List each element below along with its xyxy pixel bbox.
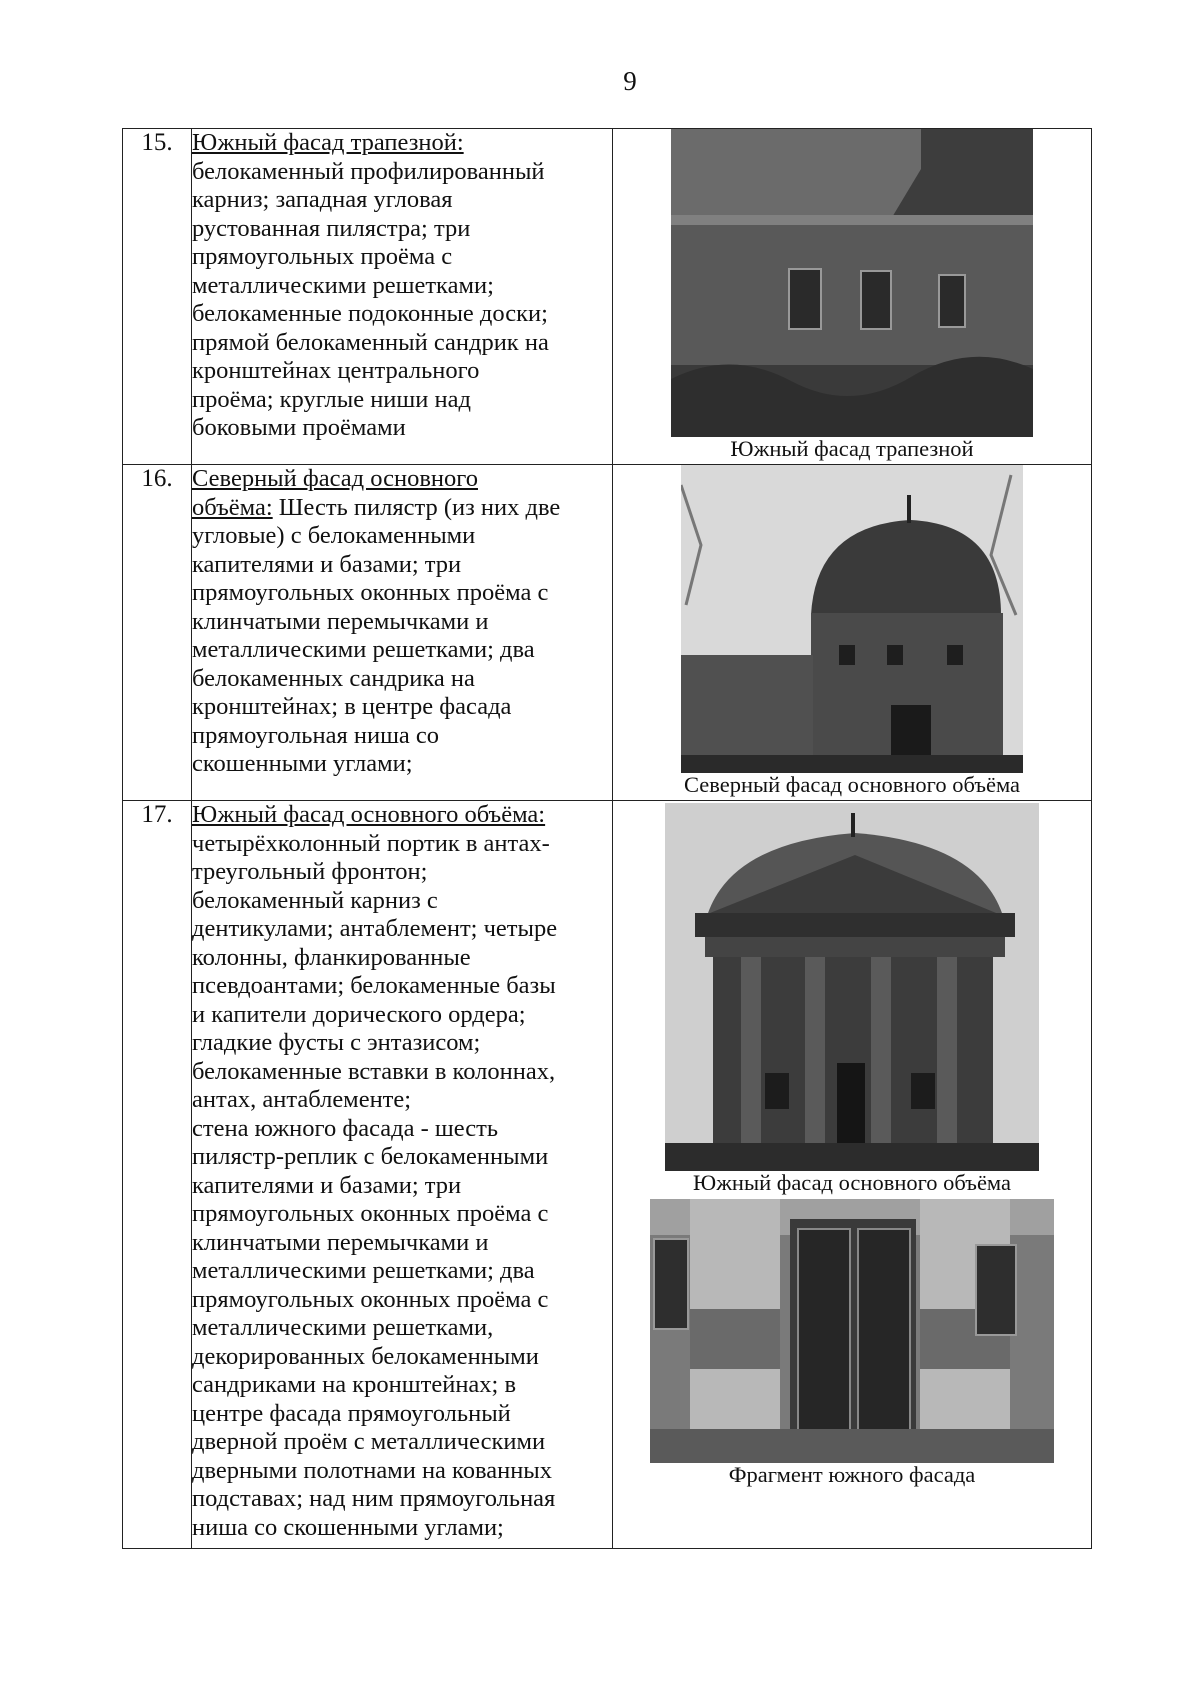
row-description [192, 801, 613, 1549]
description-line: прямоугольных проёма с [192, 243, 453, 270]
description-line: клинчатыми перемычками и [192, 1228, 489, 1256]
description-line: угловые) с белокаменными [192, 522, 476, 549]
description-line: псевдоантами; белокаменные базы [192, 972, 556, 999]
description-line: гладкие фусты с энтазисом; [192, 1029, 481, 1056]
description-line: карниз; западная угловая [192, 186, 453, 213]
description-line: белокаменных сандрика на [192, 664, 475, 692]
description-line: металлическими решетками; [192, 271, 494, 299]
refectory-south-facade-photo [671, 129, 1033, 437]
description-line: проёма; круглые ниши над [192, 385, 471, 413]
description-heading: Южный фасад трапезной: [192, 129, 464, 156]
photo-caption: Южный фасад основного объёма [692, 1170, 1012, 1195]
description-line: прямоугольная ниша со [192, 721, 440, 749]
description-line: прямоугольных оконных проёма с [192, 1200, 549, 1227]
description-line: прямоугольных оконных проёма с [192, 579, 549, 606]
description-line [192, 494, 612, 523]
page-number: 9 [623, 66, 637, 96]
photo-caption: Северный фасад основного объёма [683, 772, 1021, 797]
description-line: четырёхколонный портик в антах- [192, 829, 550, 857]
description-line: скошенными углами; [192, 750, 413, 777]
table-row [123, 129, 1092, 465]
description-line: колонны, фланкированные [192, 943, 471, 971]
description-line: белокаменные вставки в колоннах, [192, 1057, 556, 1085]
description-line: кронштейнах центрального [192, 357, 480, 384]
row-images [613, 465, 1092, 801]
description-line: рустованная пилястра; три [192, 214, 471, 242]
description-line: металлическими решетками; два [192, 636, 535, 663]
description-line: дентикулами; антаблемент; четыре [192, 915, 558, 942]
row-images [613, 801, 1092, 1549]
description-line: стена южного фасада - шесть [192, 1114, 499, 1142]
description-line: декорированных белокаменными [192, 1342, 539, 1370]
description-text: Шесть пилястр (из них две [272, 493, 561, 521]
description-heading-cont: объёма: [192, 493, 273, 521]
description-line: ниша со скошенными углами; [192, 1513, 504, 1541]
row-number: 16. [123, 465, 192, 801]
description-line: центре фасада прямоугольный [192, 1399, 511, 1427]
row-description [192, 129, 613, 465]
main-volume-north-facade-photo [681, 465, 1023, 773]
description-line: сандриками на кронштейнах; в [192, 1371, 517, 1398]
row-images [613, 129, 1092, 465]
description-line: белокаменный профилированный [192, 157, 545, 185]
description-line: и капители дорического ордера; [192, 1000, 526, 1028]
photo-caption: Фрагмент южного фасада [728, 1462, 976, 1487]
description-heading: Южный фасад основного объёма: [192, 801, 546, 828]
description-line: капителями и базами; три [192, 550, 462, 578]
description-line: прямоугольных оконных проёма с [192, 1285, 549, 1313]
description-line: капителями и базами; три [192, 1171, 462, 1199]
description-line: металлическими решетками, [192, 1314, 494, 1341]
description-line: дверной проём с металлическими [192, 1428, 546, 1455]
row-number: 17. [123, 801, 192, 1549]
description-line: белокаменные подоконные доски; [192, 300, 548, 327]
description-heading: Северный фасад основного [192, 465, 478, 492]
description-line: треугольный фронтон; [192, 858, 428, 885]
south-facade-fragment-photo [650, 1199, 1054, 1463]
description-line: металлическими решетками; два [192, 1257, 535, 1284]
description-line: пилястр-реплик с белокаменными [192, 1143, 549, 1170]
main-volume-south-facade-photo [665, 803, 1039, 1171]
description-line: прямой белокаменный сандрик на [192, 328, 549, 356]
photo-caption: Южный фасад трапезной [730, 436, 974, 461]
monument-table [122, 128, 1092, 1549]
row-number: 15. [123, 129, 192, 465]
description-line: антах, антаблементе; [192, 1086, 412, 1113]
table-row [123, 465, 1092, 801]
row-description [192, 465, 613, 801]
description-line: кронштейнах; в центре фасада [192, 693, 512, 720]
description-line: боковыми проёмами [192, 414, 406, 441]
description-line: подставах; над ним прямоугольная [192, 1485, 556, 1512]
description-line: дверными полотнами на кованных [192, 1456, 553, 1484]
description-line: клинчатыми перемычками и [192, 607, 489, 635]
table-row [123, 801, 1092, 1549]
description-line: белокаменный карниз с [192, 886, 438, 914]
